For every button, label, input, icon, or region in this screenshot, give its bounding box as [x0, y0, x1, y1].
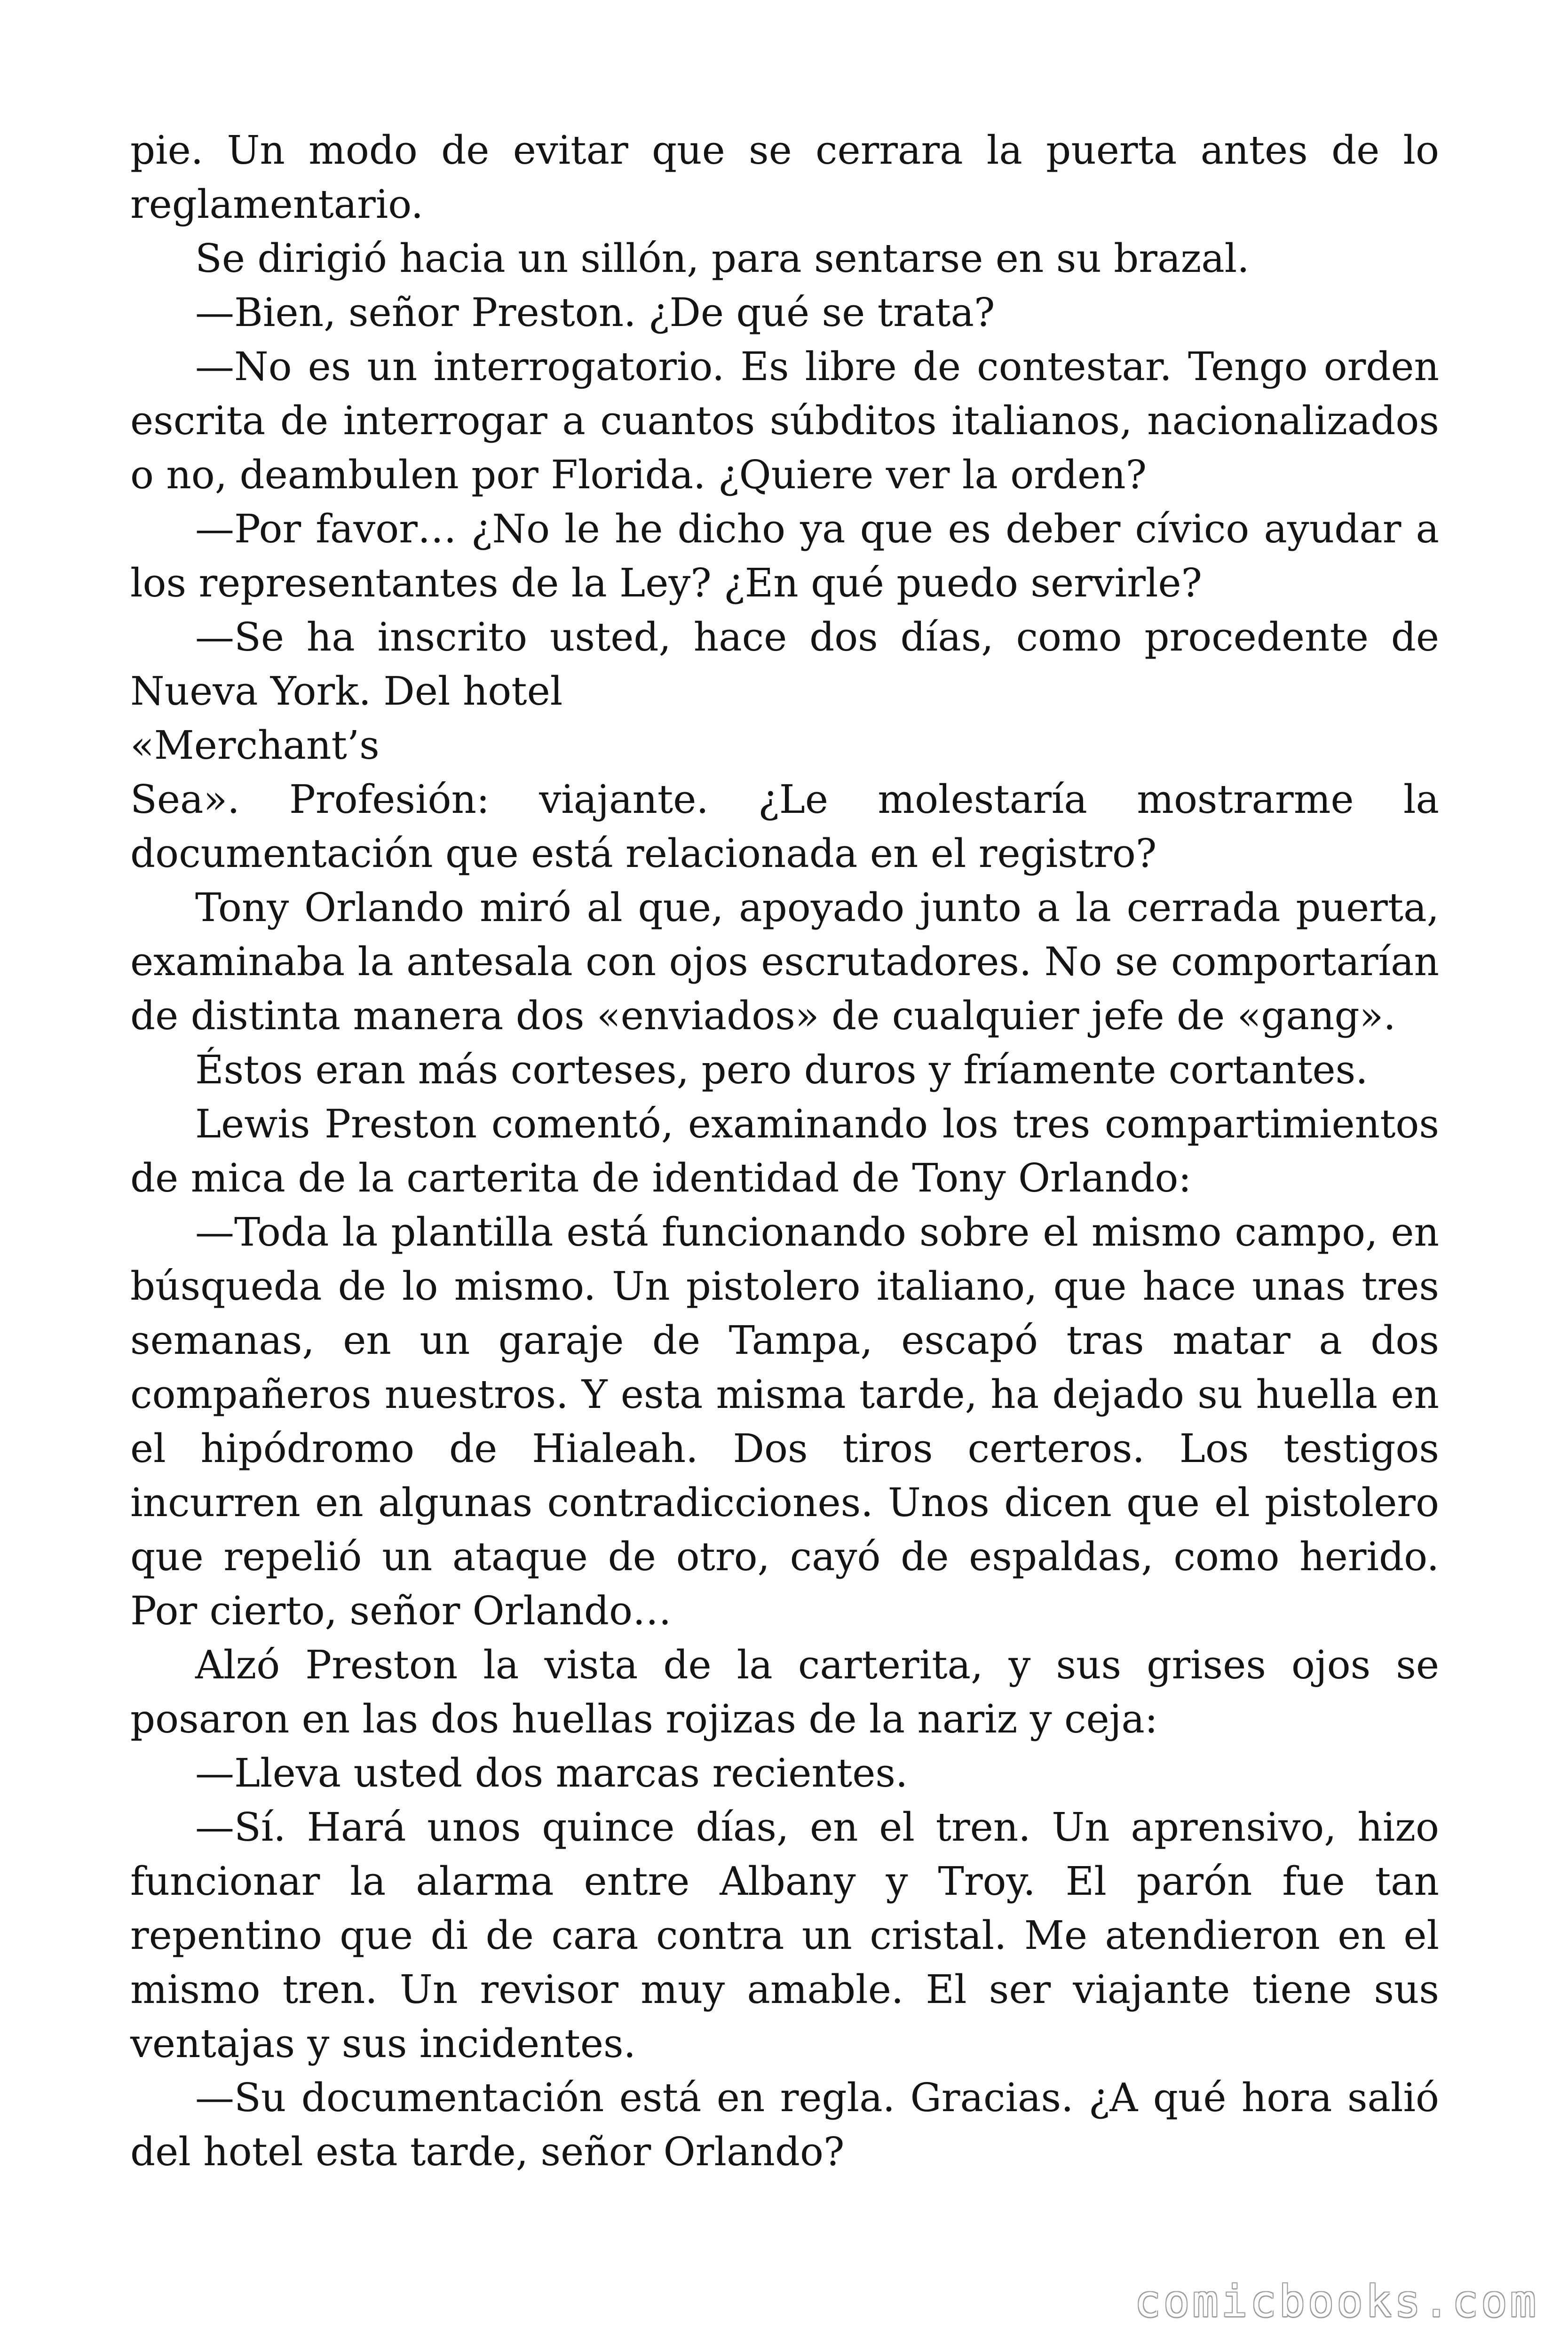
paragraph: «Merchant’s	[130, 723, 380, 768]
paragraph: —Toda la plantilla está funcionando sobre el mismo campo, en búsqueda de lo mismo. Un pistolero italiano, que hace unas tres semanas, en un garaje de Tampa, escapó tras matar a dos compañeros nuestros. Y esta misma tarde, ha dejado su huella en el hipódromo de Hialeah. Dos tiros certeros. Los testigos incurren en algunas contradicciones. Unos dicen que el pistolero que repelió un ataque de otro, cayó de espaldas, como herido. Por cierto, señor Orlando…	[130, 1209, 1439, 1634]
paragraph: Lewis Preston comentó, examinando los tres compartimientos de mica de la carterita de identidad de Tony Orlando:	[130, 1101, 1439, 1201]
paragraph: —No es un interrogatorio. Es libre de contestar. Tengo orden escrita de interrogar a cuantos súbditos italianos, nacionalizados o no, deambulen por Florida. ¿Quiere ver la orden?	[130, 344, 1439, 498]
paragraph: —Por favor… ¿No le he dicho ya que es deber cívico ayudar a los representantes de la Ley? ¿En qué puedo servirle?	[130, 506, 1439, 606]
watermark: comicbooks.com	[1134, 2276, 1539, 2327]
body-text	[130, 123, 1439, 2179]
paragraph: Sea». Profesión: viajante. ¿Le molestaría mostrarme la documentación que está relacionada en el registro?	[130, 777, 1439, 876]
paragraph: Se dirigió hacia un sillón, para sentarse en su brazal.	[195, 236, 1250, 281]
paragraph: Éstos eran más corteses, pero duros y fríamente cortantes.	[195, 1047, 1368, 1093]
paragraph: —Sí. Hará unos quince días, en el tren. Un aprensivo, hizo funcionar la alarma entre Albany y Troy. El parón fue tan repentino que di de cara contra un cristal. Me atendieron en el mismo tren. Un revisor muy amable. El ser viajante tiene sus ventajas y sus incidentes.	[130, 1804, 1439, 2066]
paragraph: —Lleva usted dos marcas recientes.	[195, 1750, 908, 1796]
paragraph: Alzó Preston la vista de la carterita, y sus grises ojos se posaron en las dos huellas rojizas de la nariz y ceja:	[130, 1642, 1439, 1742]
paragraph: pie. Un modo de evitar que se cerrara la puerta antes de lo reglamentario.	[130, 127, 1439, 227]
paragraph: —Bien, señor Preston. ¿De qué se trata?	[195, 290, 995, 335]
paragraph: —Su documentación está en regla. Gracias. ¿A qué hora salió del hotel esta tarde, señor Orlando?	[130, 2075, 1439, 2175]
paragraph: —Se ha inscrito usted, hace dos días, como procedente de Nueva York. Del hotel	[130, 614, 1439, 714]
paragraph: Tony Orlando miró al que, apoyado junto a la cerrada puerta, examinaba la antesala con ojos escrutadores. No se comportarían de distinta manera dos «enviados» de cualquier jefe de «gang».	[130, 885, 1439, 1039]
